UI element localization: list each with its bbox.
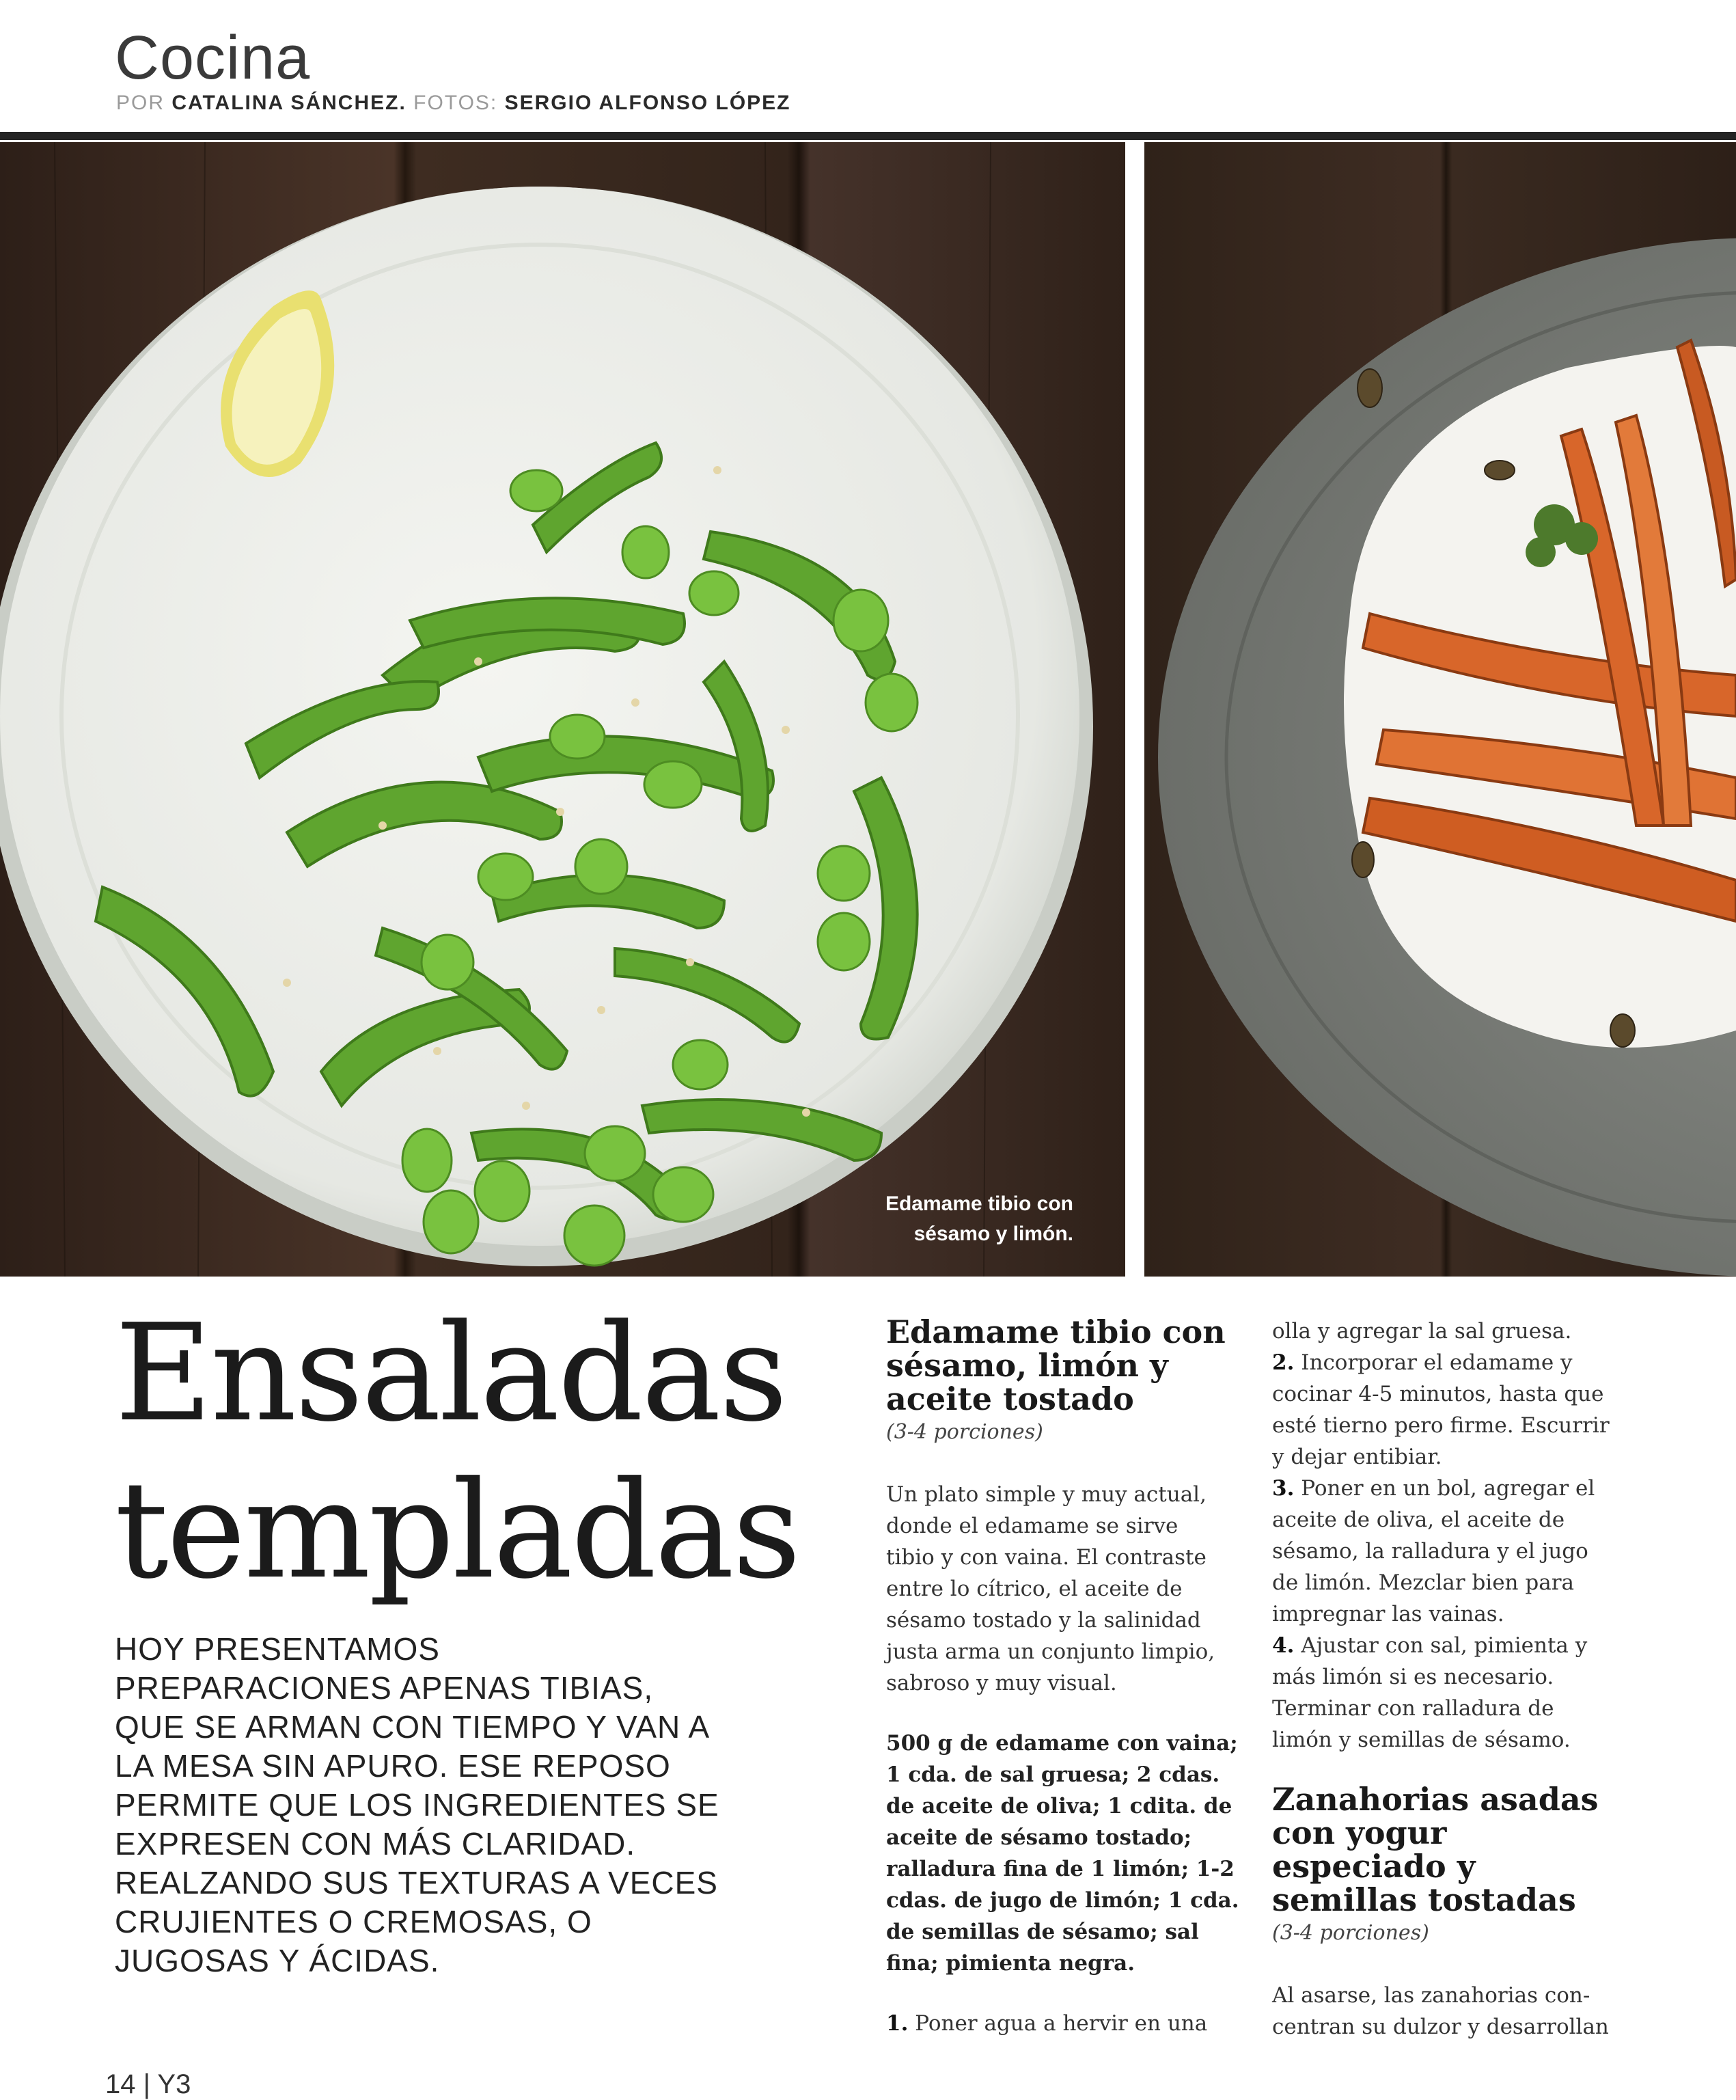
step-line bbox=[1272, 1473, 1655, 1504]
ingredient-line: 500 g de edamame con vaina; bbox=[886, 1731, 1238, 1756]
description-line: tibio y con vaina. El contraste bbox=[886, 1545, 1207, 1570]
article-intro bbox=[115, 1630, 812, 1980]
step-text: esté tierno pero firme. Escurrir bbox=[1272, 1413, 1610, 1438]
step-text: y dejar entibiar. bbox=[1272, 1445, 1442, 1469]
article-headline bbox=[115, 1295, 799, 1609]
step-text: olla y agregar la sal gruesa. bbox=[1272, 1319, 1572, 1344]
recipe2-portions: (3-4 porciones) bbox=[1272, 1921, 1429, 1945]
credits-author: CATALINA SÁNCHEZ. bbox=[171, 92, 407, 114]
step-line bbox=[1272, 1347, 1655, 1378]
step-line bbox=[1272, 1504, 1655, 1536]
step-number: 2. bbox=[1272, 1350, 1295, 1375]
intro-line: HOY PRESENTAMOS bbox=[115, 1631, 440, 1667]
recipe2-title-line: semillas tostadas bbox=[1272, 1881, 1576, 1918]
recipe2-title-line: con yogur bbox=[1272, 1814, 1447, 1851]
intro-line: PERMITE QUE LOS INGREDIENTES SE bbox=[115, 1787, 719, 1823]
step-number: 4. bbox=[1272, 1633, 1295, 1658]
step-line bbox=[1272, 1378, 1655, 1410]
recipe1-step-1 bbox=[886, 2008, 1255, 2039]
step-line bbox=[1272, 1567, 1655, 1598]
description-line: sésamo tostado y la salinidad bbox=[886, 1608, 1201, 1633]
credits-line bbox=[116, 92, 791, 115]
edamame-photo bbox=[0, 142, 1125, 1277]
intro-line: QUE SE ARMAN CON TIEMPO Y VAN A bbox=[115, 1709, 711, 1745]
recipe1-title-line: aceite tostado bbox=[886, 1380, 1134, 1417]
step-text: de limón. Mezclar bien para bbox=[1272, 1570, 1575, 1595]
page-number: 14 | Y3 bbox=[105, 2069, 191, 2099]
ingredient-line: de aceite de oliva; 1 cdita. de bbox=[886, 1794, 1232, 1818]
step-text: Terminar con ralladura de bbox=[1272, 1696, 1554, 1721]
edamame-photo-illustration bbox=[0, 142, 1125, 1277]
ingredient-line: aceite de sésamo tostado; bbox=[886, 1825, 1192, 1850]
step-line bbox=[1272, 1630, 1655, 1661]
carrots-photo-illustration bbox=[1144, 142, 1736, 1277]
ingredient-line: fina; pimienta negra. bbox=[886, 1951, 1135, 1976]
caption-line: sésamo y limón. bbox=[913, 1223, 1073, 1245]
recipe1-title bbox=[886, 1315, 1255, 1416]
step-text: Incorporar el edamame y bbox=[1294, 1350, 1573, 1375]
intro-line: CRUJIENTES O CREMOSAS, O bbox=[115, 1904, 592, 1939]
step-line bbox=[1272, 1441, 1655, 1473]
step-text: limón y semillas de sésamo. bbox=[1272, 1728, 1571, 1752]
description-line: sabroso y muy visual. bbox=[886, 1671, 1117, 1695]
step-text: sésamo, la ralladura y el jugo bbox=[1272, 1539, 1588, 1564]
description-line: donde el edamame se sirve bbox=[886, 1514, 1179, 1538]
recipe1-ingredients bbox=[886, 1728, 1255, 1979]
description-line: Al asarse, las zanahorias con- bbox=[1272, 1983, 1590, 2008]
intro-line: REALZANDO SUS TEXTURAS A VECES bbox=[115, 1865, 718, 1900]
recipe2-title bbox=[1272, 1783, 1655, 1917]
description-line: centran su dulzor y desarrollan bbox=[1272, 2015, 1609, 2039]
step-line bbox=[1272, 1536, 1655, 1567]
recipe2-title-line: especiado y bbox=[1272, 1848, 1476, 1885]
recipe1-column bbox=[886, 1315, 1255, 2039]
credits-por-label: POR bbox=[116, 92, 165, 114]
description-line: Un plato simple y muy actual, bbox=[886, 1482, 1207, 1507]
credits-fotos-label: FOTOS: bbox=[413, 92, 498, 114]
ingredient-line: ralladura fina de 1 limón; 1-2 bbox=[886, 1857, 1235, 1881]
header-rule bbox=[0, 132, 1736, 140]
recipe2-description bbox=[1272, 1980, 1655, 2043]
section-title: Cocina bbox=[115, 24, 311, 92]
credits-photographer: SERGIO ALFONSO LÓPEZ bbox=[504, 92, 791, 114]
step-line bbox=[1272, 1661, 1655, 1693]
caption-line: Edamame tibio con bbox=[885, 1192, 1073, 1215]
recipe1-portions: (3-4 porciones) bbox=[886, 1420, 1043, 1444]
step-text: aceite de oliva, el aceite de bbox=[1272, 1508, 1565, 1532]
intro-line: EXPRESEN CON MÁS CLARIDAD. bbox=[115, 1826, 636, 1862]
step-line bbox=[1272, 1315, 1655, 1347]
step-text: cocinar 4-5 minutos, hasta que bbox=[1272, 1382, 1604, 1406]
recipe2-title-line: Zanahorias asadas bbox=[1272, 1781, 1599, 1818]
recipe1-title-line: sésamo, limón y bbox=[886, 1347, 1168, 1384]
recipe-column-3 bbox=[1272, 1315, 1655, 2043]
recipe1-description bbox=[886, 1479, 1255, 1699]
headline-line: templadas bbox=[115, 1453, 799, 1609]
recipe1-title-line: Edamame tibio con bbox=[886, 1313, 1226, 1350]
step-line bbox=[1272, 1410, 1655, 1441]
step-number: 3. bbox=[1272, 1476, 1295, 1501]
edamame-photo-caption bbox=[885, 1189, 1073, 1249]
ingredient-line: 1 cda. de sal gruesa; 2 cdas. bbox=[886, 1762, 1220, 1787]
step-line bbox=[1272, 1598, 1655, 1630]
carrots-photo bbox=[1144, 142, 1736, 1277]
step-line bbox=[1272, 1693, 1655, 1724]
ingredient-line: de semillas de sésamo; sal bbox=[886, 1920, 1199, 1944]
intro-line: PREPARACIONES APENAS TIBIAS, bbox=[115, 1670, 654, 1706]
headline-line: Ensaladas bbox=[115, 1296, 786, 1451]
ingredient-line: cdas. de jugo de limón; 1 cda. bbox=[886, 1888, 1239, 1913]
step-line bbox=[1272, 1724, 1655, 1756]
step-text: Ajustar con sal, pimienta y bbox=[1294, 1633, 1588, 1658]
intro-line: LA MESA SIN APURO. ESE REPOSO bbox=[115, 1748, 671, 1784]
step-text: Poner agua a hervir en una bbox=[908, 2011, 1208, 2036]
step-text: Poner en un bol, agregar el bbox=[1294, 1476, 1595, 1501]
step-number: 1. bbox=[886, 2011, 909, 2036]
intro-line: JUGOSAS Y ÁCIDAS. bbox=[115, 1943, 440, 1978]
step-text: más limón si es necesario. bbox=[1272, 1665, 1554, 1689]
step-text: impregnar las vainas. bbox=[1272, 1602, 1504, 1626]
description-line: justa arma un conjunto limpio, bbox=[886, 1639, 1215, 1664]
description-line: entre lo cítrico, el aceite de bbox=[886, 1577, 1183, 1601]
recipe1-steps-continued bbox=[1272, 1315, 1655, 1756]
